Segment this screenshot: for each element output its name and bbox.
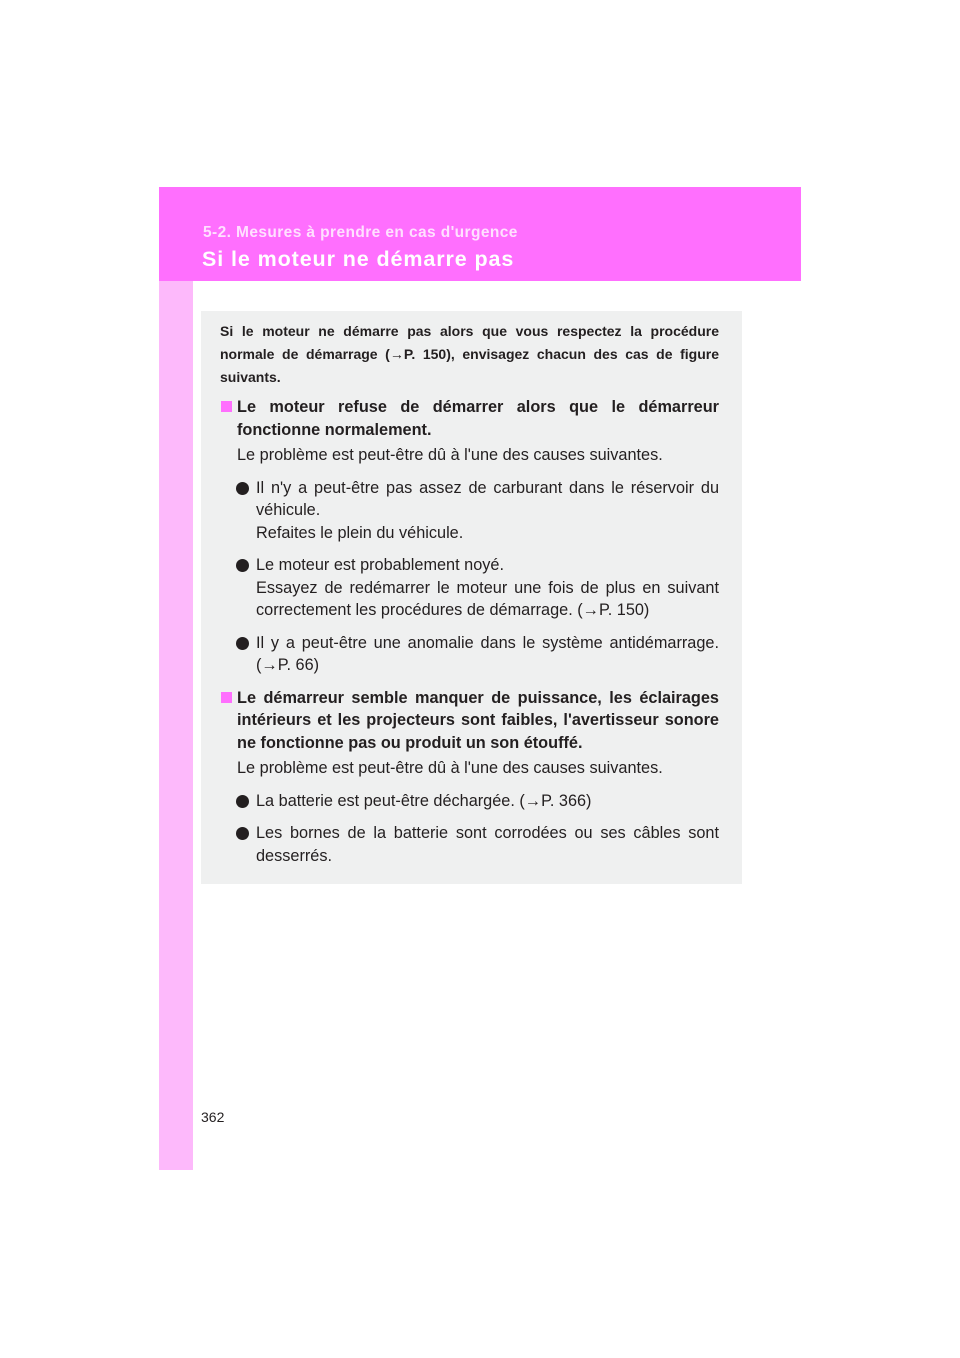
list-item — [220, 554, 719, 622]
bullet-dot-icon — [236, 795, 249, 808]
section-heading-2 — [220, 687, 719, 755]
section-heading-1 — [220, 396, 719, 441]
list-item-text: La batterie est peut-être déchargée. (→P. 366) — [256, 791, 592, 810]
section-heading-text: Le moteur refuse de démarrer alors que le démarreur fonctionne normalement. — [237, 398, 719, 439]
bullet-dot-icon — [236, 827, 249, 840]
section-lead: Le problème est peut-être dû à l'une des causes suivantes. — [237, 759, 663, 777]
list-item-text: Le moteur est probablement noyé. — [256, 556, 504, 574]
intro-paragraph: Si le moteur ne démarre pas alors que vous respectez la procédure normale de démarrage (→P. 150), envisagez chacun des cas de figure suivants. — [220, 323, 719, 385]
list-item — [220, 822, 719, 867]
list-item-detail: Essayez de redémarrer le moteur une fois de plus en suivant correctement les procédures de démarrage. (→P. 150) — [256, 578, 719, 619]
page-number: 362 — [201, 1109, 225, 1125]
content-box — [201, 311, 742, 884]
list-item — [220, 632, 719, 677]
bullet-dot-icon — [236, 482, 249, 495]
section-lead: Le problème est peut-être dû à l'une des causes suivantes. — [237, 446, 663, 464]
list-item — [220, 477, 719, 545]
list-item-text: Les bornes de la batterie sont corrodées ou ses câbles sont desserrés. — [256, 824, 719, 865]
list-item-text: Il n'y a peut-être pas assez de carburant dans le réservoir du véhicule. — [256, 478, 719, 519]
page-title: Si le moteur ne démarre pas — [202, 247, 515, 271]
list-item-text: Il y a peut-être une anomalie dans le système antidémarrage. (→P. 66) — [256, 633, 719, 674]
square-bullet-icon — [221, 692, 232, 703]
list-item — [220, 790, 719, 813]
section-heading-text: Le démarreur semble manquer de puissance, les éclairages intérieurs et les projecteurs sont faibles, l'avertisseur sonore ne fonctionne pas ou produit un son étouffé. — [237, 688, 719, 752]
bullet-dot-icon — [236, 637, 249, 650]
bullet-dot-icon — [236, 559, 249, 572]
side-strip — [159, 187, 193, 1170]
square-bullet-icon — [221, 401, 232, 412]
section-label: 5-2. Mesures à prendre en cas d'urgence — [203, 224, 518, 241]
list-item-detail: Refaites le plein du véhicule. — [256, 523, 464, 542]
